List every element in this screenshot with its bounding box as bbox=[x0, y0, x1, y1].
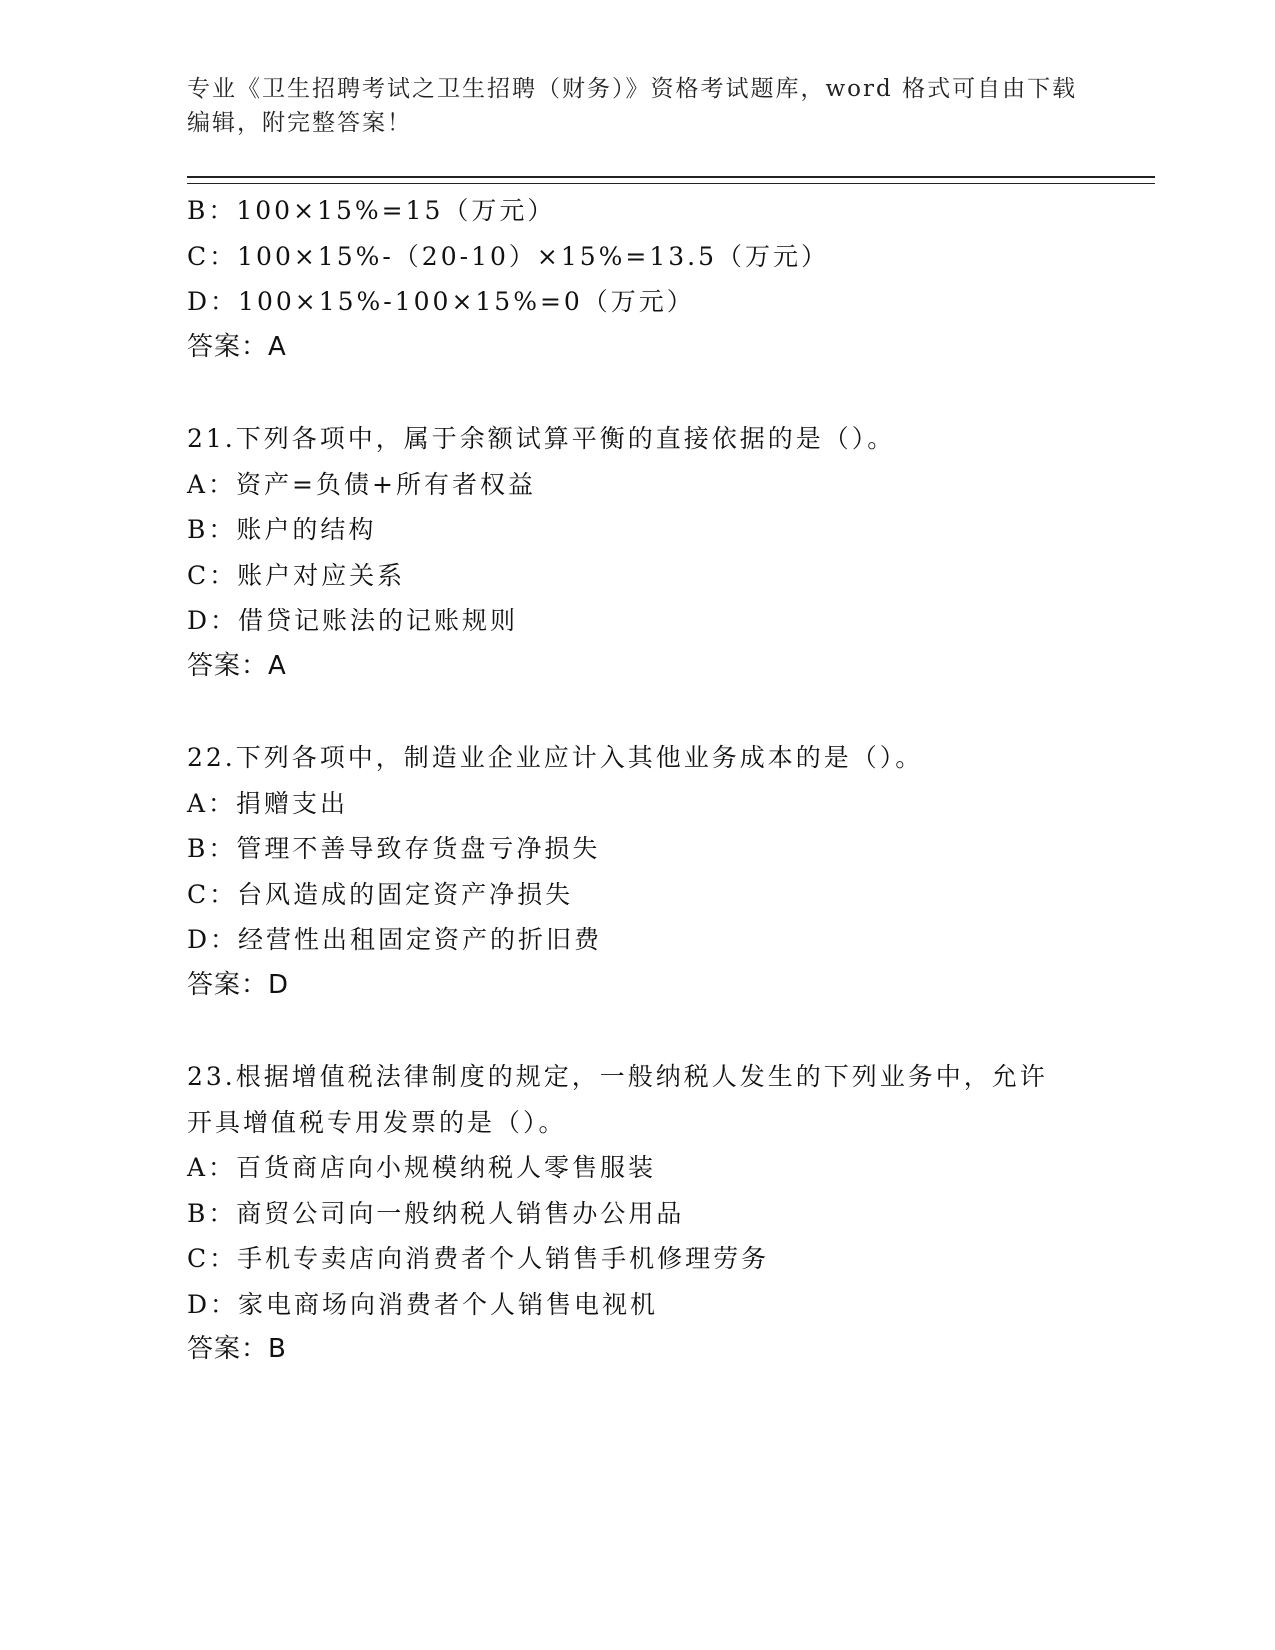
option-d: D：100×15%-100×15%=0（万元） bbox=[187, 287, 695, 316]
question-stem: 21.下列各项中，属于余额试算平衡的直接依据的是（）。 bbox=[187, 424, 896, 453]
option-a: A：资产=负债+所有者权益 bbox=[187, 469, 536, 499]
question-stem-line-1: 23.根据增值税法律制度的规定，一般纳税人发生的下列业务中，允许 bbox=[187, 1062, 1048, 1091]
option-b: B：账户的结构 bbox=[187, 515, 377, 544]
spacer bbox=[187, 689, 1087, 735]
option-b: B：管理不善导致存货盘亏净损失 bbox=[187, 834, 601, 863]
option-d: D：家电商场向消费者个人销售电视机 bbox=[187, 1289, 659, 1319]
question-stem-line-2: 开具增值税专用发票的是（）。 bbox=[187, 1107, 567, 1137]
header-divider-thick bbox=[187, 176, 1155, 178]
option-d: D：借贷记账法的记账规则 bbox=[187, 606, 519, 635]
answer-line: 答案：A bbox=[187, 650, 287, 681]
question-stem: 22.下列各项中，制造业企业应计入其他业务成本的是（）。 bbox=[187, 743, 924, 772]
option-b: B：100×15%=15（万元） bbox=[187, 196, 556, 225]
option-a: A：百货商店向小规模纳税人零售服装 bbox=[187, 1153, 657, 1182]
header-line-2: 编辑，附完整答案！ bbox=[187, 110, 412, 136]
question-22 bbox=[187, 735, 1087, 1008]
option-c: C：账户对应关系 bbox=[187, 560, 406, 590]
option-c: C：100×15%-（20-10）×15%=13.5（万元） bbox=[187, 241, 830, 271]
answer-line: 答案：D bbox=[187, 969, 290, 1000]
header-divider-thin bbox=[187, 183, 1155, 184]
answer-line: 答案：B bbox=[187, 1334, 287, 1364]
option-c: C：台风造成的固定资产净损失 bbox=[187, 879, 574, 909]
spacer bbox=[187, 370, 1087, 416]
option-a: A：捐赠支出 bbox=[187, 788, 349, 818]
spacer bbox=[187, 1008, 1087, 1054]
option-c: C：手机专卖店向消费者个人销售手机修理劳务 bbox=[187, 1244, 770, 1273]
document-body bbox=[187, 188, 1087, 1373]
question-23 bbox=[187, 1054, 1087, 1373]
question-21 bbox=[187, 416, 1087, 689]
option-b: B：商贸公司向一般纳税人销售办公用品 bbox=[187, 1198, 685, 1228]
header-line-1: 专业《卫生招聘考试之卫生招聘（财务）》资格考试题库，word 格式可自由下载 bbox=[187, 76, 1078, 102]
document-header bbox=[187, 72, 1078, 140]
option-d: D：经营性出租固定资产的折旧费 bbox=[187, 925, 603, 954]
answer-line: 答案：A bbox=[187, 331, 287, 362]
carryover-question bbox=[187, 188, 1087, 370]
